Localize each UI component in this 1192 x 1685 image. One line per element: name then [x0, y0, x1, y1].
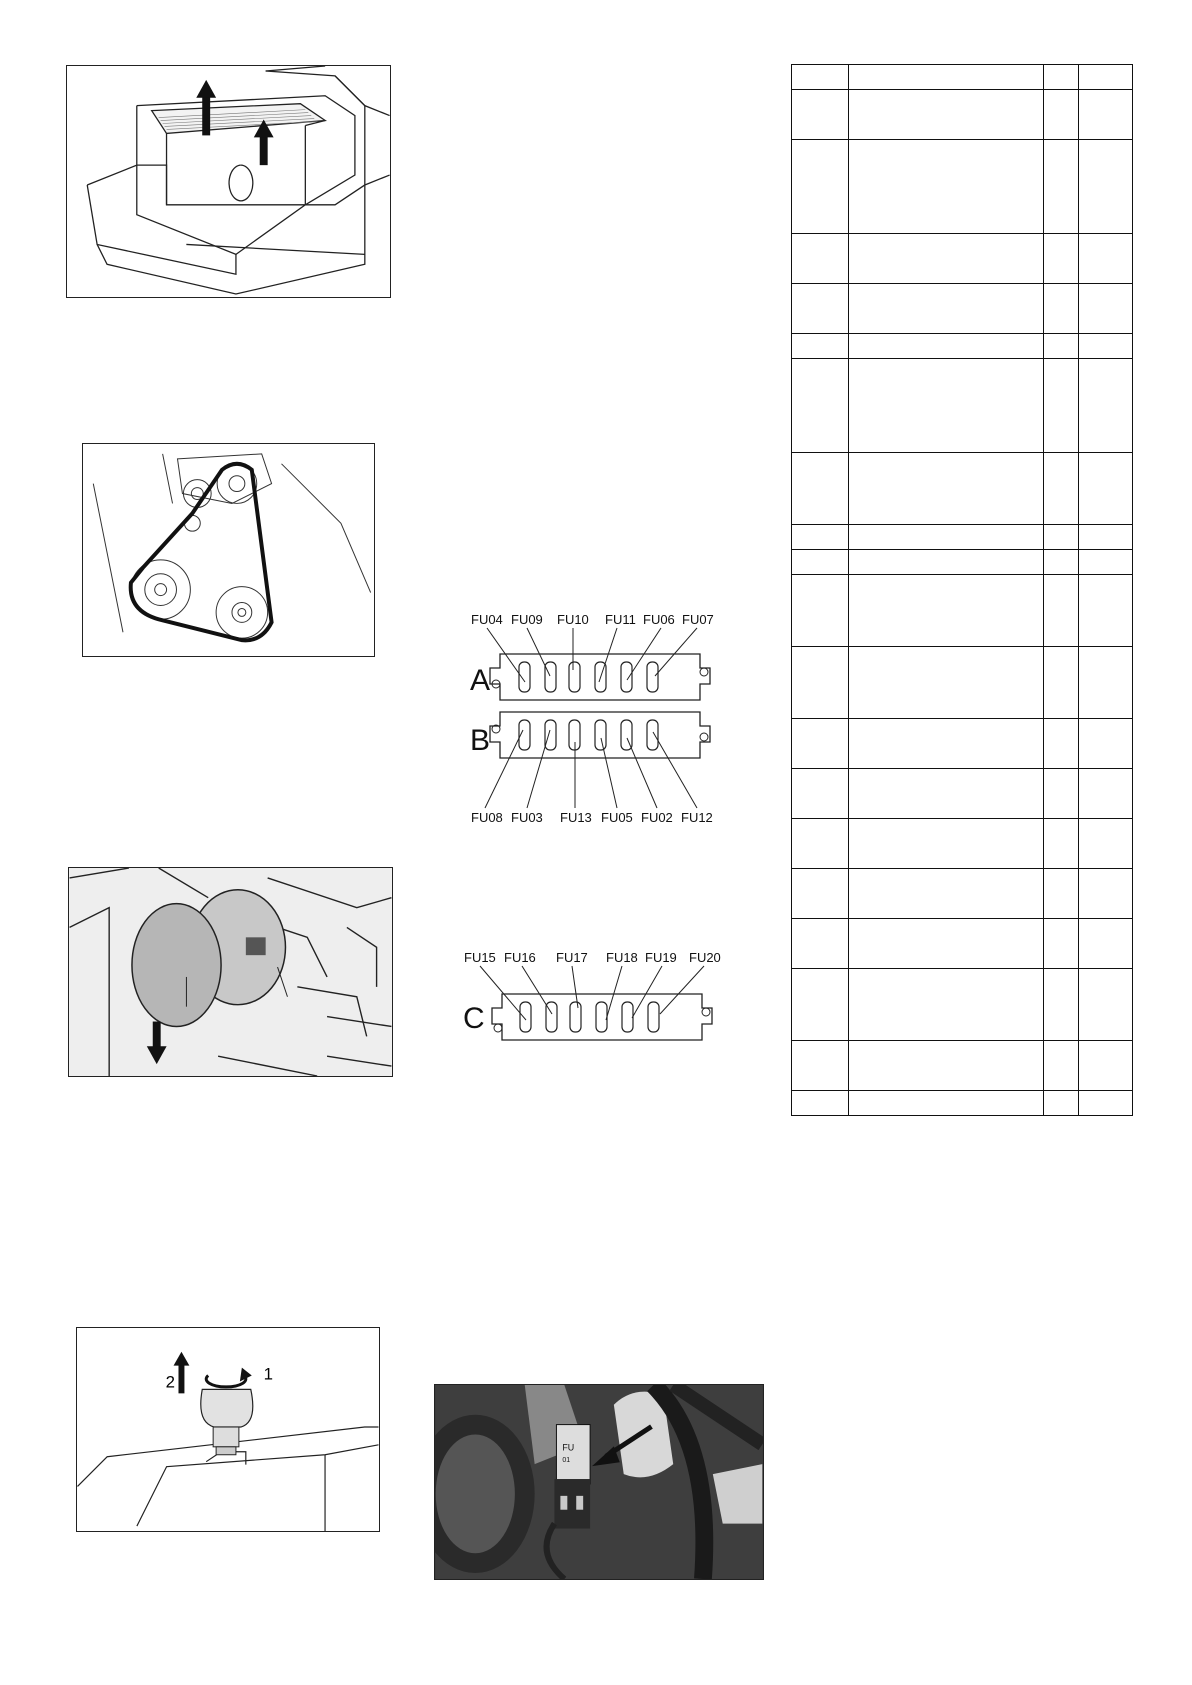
table-cell — [849, 550, 1044, 575]
table-cell — [1079, 65, 1133, 90]
table-cell — [1079, 234, 1133, 284]
fuse-label-fu15: FU15 — [464, 950, 496, 965]
fuse-label-fu05: FU05 — [601, 810, 633, 825]
fuse-location-illustration — [435, 1385, 763, 1579]
table-cell — [849, 1091, 1044, 1116]
table-cell — [1044, 65, 1079, 90]
fuse-label-fu07: FU07 — [682, 612, 714, 627]
table-row — [792, 65, 1133, 90]
fuse-label-fu13: FU13 — [560, 810, 592, 825]
table-cell — [849, 525, 1044, 550]
table-cell — [1079, 719, 1133, 769]
table-row — [792, 819, 1133, 869]
table-cell — [792, 769, 849, 819]
table-cell — [1079, 284, 1133, 334]
row-b-label: B — [470, 724, 491, 757]
fuse-label-fu04: FU04 — [471, 612, 503, 627]
table-row — [792, 769, 1133, 819]
table-cell — [1079, 550, 1133, 575]
table-cell — [1044, 453, 1079, 525]
fuse-slot — [570, 1002, 581, 1032]
table-cell — [1044, 334, 1079, 359]
table-row — [792, 575, 1133, 647]
fuse-slot — [569, 662, 580, 692]
table-cell — [1079, 1091, 1133, 1116]
table-cell — [792, 819, 849, 869]
table-cell — [792, 140, 849, 234]
air-filter-illustration — [67, 66, 390, 297]
table-cell — [849, 969, 1044, 1041]
table-cell — [1044, 969, 1079, 1041]
table-row — [792, 719, 1133, 769]
table-row — [792, 550, 1133, 575]
fuse-label-fu06: FU06 — [643, 612, 675, 627]
table-cell — [1079, 359, 1133, 453]
spec-table — [791, 64, 1133, 1116]
table-cell — [792, 453, 849, 525]
fuse-slot — [595, 720, 606, 750]
pull-up-arrow-icon — [174, 1352, 190, 1394]
fuse-slot — [519, 662, 530, 692]
table-cell — [1079, 769, 1133, 819]
table-row — [792, 1091, 1133, 1116]
belt-drive-illustration — [83, 444, 374, 656]
fuse-marking-number: 01 — [562, 1457, 571, 1465]
step-1-label: 1 — [263, 1364, 274, 1384]
fuse-slot — [647, 662, 658, 692]
table-cell — [792, 525, 849, 550]
table-cell — [1079, 647, 1133, 719]
table-row — [792, 969, 1133, 1041]
fuse-box-ab-diagram — [465, 612, 745, 826]
table-cell — [792, 550, 849, 575]
oil-cap-illustration — [77, 1328, 379, 1531]
table-row — [792, 359, 1133, 453]
fuse-label-fu18: FU18 — [606, 950, 638, 965]
fuse-slot — [545, 662, 556, 692]
table-cell — [1044, 284, 1079, 334]
fuse-location-photo — [434, 1384, 764, 1580]
table-cell — [1044, 234, 1079, 284]
fuse-label-fu08: FU08 — [471, 810, 503, 825]
table-cell — [1079, 90, 1133, 140]
table-row — [792, 647, 1133, 719]
table-row — [792, 1041, 1133, 1091]
table-cell — [849, 453, 1044, 525]
table-cell — [1044, 769, 1079, 819]
table-cell — [792, 90, 849, 140]
table-cell — [1044, 1091, 1079, 1116]
table-cell — [792, 869, 849, 919]
table-cell — [1079, 575, 1133, 647]
table-cell — [849, 1041, 1044, 1091]
table-cell — [1044, 575, 1079, 647]
table-row — [792, 525, 1133, 550]
table-cell — [849, 919, 1044, 969]
fuse-label-fu20: FU20 — [689, 950, 721, 965]
table-cell — [849, 819, 1044, 869]
fuse-label-fu10: FU10 — [557, 612, 589, 627]
table-cell — [1044, 719, 1079, 769]
table-cell — [849, 234, 1044, 284]
table-cell — [792, 65, 849, 90]
fuse-slot — [621, 662, 632, 692]
table-cell — [1044, 525, 1079, 550]
table-cell — [1079, 919, 1133, 969]
table-cell — [849, 334, 1044, 359]
table-cell — [1079, 1041, 1133, 1091]
fuse-label-fu11: FU11 — [605, 612, 636, 627]
table-cell — [849, 647, 1044, 719]
fuse-label-fu16: FU16 — [504, 950, 536, 965]
table-cell — [1079, 334, 1133, 359]
table-cell — [792, 334, 849, 359]
table-cell — [849, 719, 1044, 769]
table-row — [792, 453, 1133, 525]
fuse-marking-fu: FU — [562, 1442, 575, 1453]
table-row — [792, 234, 1133, 284]
air-cleaner-illustration — [69, 868, 392, 1076]
table-cell — [792, 969, 849, 1041]
table-cell — [1044, 647, 1079, 719]
table-cell — [1079, 819, 1133, 869]
fuse-slot — [622, 1002, 633, 1032]
table-cell — [849, 769, 1044, 819]
table-row — [792, 90, 1133, 140]
step-2-label: 2 — [165, 1372, 175, 1392]
air-filter-figure — [66, 65, 391, 298]
table-cell — [792, 719, 849, 769]
table-row — [792, 334, 1133, 359]
fuse-label-fu12: FU12 — [681, 810, 713, 825]
belt-drive-figure — [82, 443, 375, 657]
oil-cap-figure — [76, 1327, 380, 1532]
table-row — [792, 869, 1133, 919]
fuse-slot — [647, 720, 658, 750]
table-cell — [849, 65, 1044, 90]
fuse-slot — [648, 1002, 659, 1032]
table-cell — [792, 284, 849, 334]
table-cell — [849, 90, 1044, 140]
fuse-label-fu19: FU19 — [645, 950, 677, 965]
table-cell — [792, 647, 849, 719]
table-cell — [1044, 550, 1079, 575]
rotate-arrow-icon — [206, 1376, 246, 1387]
table-cell — [849, 140, 1044, 234]
table-cell — [849, 869, 1044, 919]
table-cell — [1044, 1041, 1079, 1091]
fuse-label-fu17: FU17 — [556, 950, 588, 965]
fuse-slot — [545, 720, 556, 750]
table-cell — [1044, 90, 1079, 140]
table-cell — [1044, 869, 1079, 919]
table-cell — [792, 919, 849, 969]
table-row — [792, 919, 1133, 969]
air-cleaner-photo — [68, 867, 393, 1077]
table-cell — [1079, 869, 1133, 919]
table-row — [792, 140, 1133, 234]
fuse-slot — [520, 1002, 531, 1032]
table-cell — [1079, 453, 1133, 525]
table-row — [792, 284, 1133, 334]
table-cell — [792, 234, 849, 284]
table-cell — [849, 575, 1044, 647]
fuse-label-fu03: FU03 — [511, 810, 543, 825]
fuse-label-fu02: FU02 — [641, 810, 673, 825]
table-cell — [792, 575, 849, 647]
row-c-label: C — [463, 1002, 485, 1035]
table-cell — [1044, 819, 1079, 869]
table-cell — [1044, 140, 1079, 234]
table-cell — [792, 1041, 849, 1091]
table-cell — [1044, 359, 1079, 453]
fuse-label-fu09: FU09 — [511, 612, 543, 627]
table-cell — [792, 359, 849, 453]
table-cell — [1079, 140, 1133, 234]
table-cell — [849, 359, 1044, 453]
fuse-box-c-diagram — [460, 950, 745, 1060]
table-cell — [849, 284, 1044, 334]
table-cell — [1079, 969, 1133, 1041]
table-cell — [1044, 919, 1079, 969]
row-a-label: A — [470, 664, 491, 697]
fuse-slot — [596, 1002, 607, 1032]
drive-belt — [131, 464, 272, 641]
table-cell — [792, 1091, 849, 1116]
table-cell — [1079, 525, 1133, 550]
